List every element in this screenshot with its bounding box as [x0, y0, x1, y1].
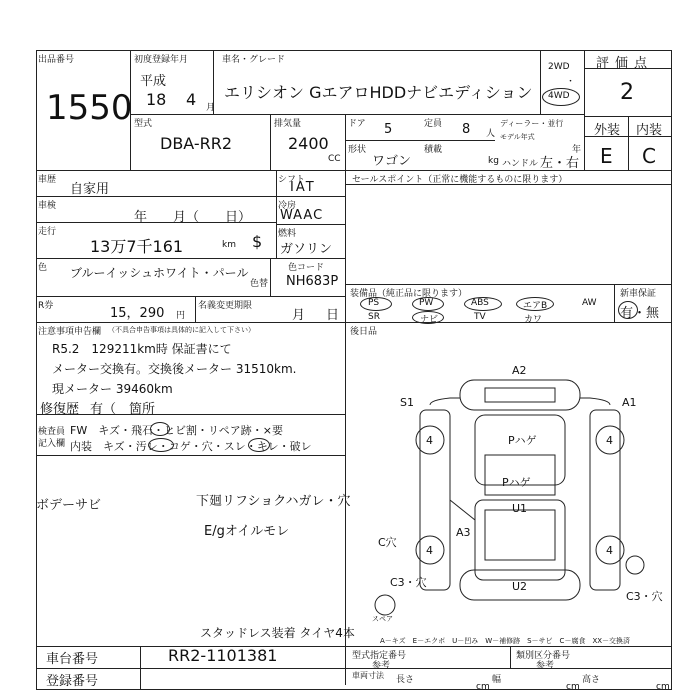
- dims-label: 車両寸法: [352, 671, 384, 680]
- door-label: ドア: [348, 119, 366, 129]
- mark-4d: 4: [606, 544, 613, 557]
- new-car-value: 有・無: [620, 306, 660, 321]
- fuel-value: ガソリン: [280, 242, 333, 257]
- handle-value: 左・右: [540, 156, 580, 171]
- license-month: 月: [292, 308, 306, 323]
- tire-note: スタッドレス装着 タイヤ4本: [200, 626, 355, 640]
- mark-4a: 4: [426, 434, 433, 447]
- class-ref: 参考: [536, 661, 555, 671]
- mark-c3-left: C3・穴: [390, 576, 427, 589]
- equip-sr: SR: [368, 312, 380, 322]
- car-name-label: 車名・グレード: [222, 55, 286, 65]
- inspector-label-2: 記入欄: [38, 439, 66, 449]
- car-condition-diagram: [378, 360, 663, 620]
- recycle-label: R券: [38, 301, 54, 311]
- mark-c: C穴: [378, 536, 397, 549]
- shape-value: ワゴン: [372, 154, 412, 169]
- load-label: 積載: [424, 145, 443, 155]
- history-value: 自家用: [70, 182, 110, 197]
- car-name: エリシオン GエアロHDDナビエディション: [224, 83, 533, 102]
- inspector-label-1: 検査員: [38, 427, 66, 437]
- license-label: 名義変更期限: [198, 301, 253, 311]
- ac-label: 冷房: [278, 201, 297, 211]
- era: 平成: [140, 74, 167, 89]
- capacity-value: 8: [462, 122, 471, 137]
- model-year-unit: 年: [572, 145, 582, 155]
- equip-leather: カワ: [524, 315, 543, 325]
- fuel-label: 燃料: [278, 229, 297, 239]
- cc-unit: CC: [328, 154, 341, 164]
- inspect-row-1: FW キズ・飛石・ヒビ割・リペア跡・×要: [70, 424, 283, 437]
- yen-unit: 円: [176, 311, 186, 321]
- under-note: 下廻リフショクハガレ・穴: [196, 494, 351, 509]
- year: 18: [146, 90, 167, 109]
- type-cert-ref: 参考: [372, 661, 391, 671]
- history-label: 車歴: [38, 175, 57, 185]
- inspection-value: 年 月（ 日）: [134, 210, 252, 225]
- color-label: 色: [38, 263, 48, 273]
- mileage-value: 13万7千161: [90, 237, 184, 256]
- score-value: 2: [620, 80, 634, 105]
- kg-unit: kg: [488, 156, 499, 166]
- width-unit: cm: [566, 682, 580, 692]
- height-unit: cm: [656, 682, 670, 692]
- notes-sub: （不具合申告事項は具体的に記入して下さい）: [108, 326, 255, 334]
- equip-ps: PS: [368, 298, 380, 308]
- oil-note: E/gオイルモレ: [204, 524, 290, 539]
- chassis-value: RR2-1101381: [168, 646, 278, 665]
- color-change-label: 色替: [250, 279, 269, 289]
- width-label: 幅: [492, 675, 502, 685]
- exterior-grade: E: [600, 144, 613, 168]
- registration-label: 登録番号: [46, 674, 99, 689]
- mark-a1: A1: [622, 396, 637, 409]
- class-label: 類別区分番号: [516, 651, 571, 661]
- length-label: 長さ: [396, 675, 415, 685]
- mark-p1: Pハゲ: [508, 434, 537, 447]
- first-reg-label: 初度登録年月: [134, 55, 189, 65]
- drive-4wd: 4WD: [548, 91, 570, 101]
- interior-label: 内装: [636, 123, 663, 138]
- shift-label: シフト: [278, 175, 306, 185]
- mark-4b: 4: [606, 434, 613, 447]
- person-unit: 人: [486, 129, 496, 139]
- height-label: 高さ: [582, 675, 601, 685]
- notes-label: 注意事項申告欄: [38, 327, 102, 337]
- mileage-label: 走行: [38, 227, 57, 237]
- month-unit: 月: [206, 103, 216, 113]
- repair-label: 修復歴: [40, 402, 80, 417]
- equip-abs: ABS: [471, 298, 489, 308]
- equip-navi: ナビ: [420, 315, 439, 325]
- exterior-label: 外装: [594, 123, 621, 138]
- color-code: NH683P: [286, 274, 339, 289]
- spare-label: スペア: [372, 615, 393, 623]
- score-label: 評価点: [596, 56, 654, 71]
- drive-2wd: 2WD: [548, 62, 570, 72]
- door-value: 5: [384, 122, 393, 137]
- mark-4c: 4: [426, 544, 433, 557]
- color-code-title: 色コード: [288, 263, 325, 273]
- mark-a3: A3: [456, 526, 471, 539]
- ac-value: WAAC: [280, 208, 324, 223]
- dealer-label: ディーラー・並行: [500, 119, 564, 128]
- equip-tv: TV: [474, 312, 486, 322]
- equip-airbag: エアB: [523, 301, 548, 311]
- inspection-label: 車検: [38, 201, 57, 211]
- equip-aw: AW: [582, 298, 597, 308]
- interior-grade: C: [642, 144, 656, 168]
- chassis-label: 車台番号: [46, 652, 99, 667]
- mark-c3-right: C3・穴: [626, 590, 663, 603]
- model-label: 型式: [134, 119, 153, 129]
- equip-pw: PW: [419, 298, 434, 308]
- displacement-label: 排気量: [274, 119, 302, 129]
- new-car-label: 新車保証: [620, 289, 657, 299]
- mark-a2: A2: [512, 364, 527, 377]
- body-rust-note: ボデーサビ: [36, 498, 102, 513]
- note-line-1: R5.2 129211km時 保証書にて: [52, 342, 232, 356]
- recycle-value: 15，290: [110, 306, 165, 321]
- model-year-label: モデル年式: [500, 133, 535, 141]
- lot-number: 1550: [46, 88, 133, 128]
- rear-seat-label: 後日品: [350, 327, 378, 337]
- odo-mark: $: [252, 232, 263, 251]
- displacement-value: 2400: [288, 134, 329, 153]
- model-value: DBA-RR2: [160, 134, 233, 153]
- mark-u2: U2: [512, 580, 528, 593]
- handle-label: ハンドル: [502, 159, 539, 169]
- mark-p2: Pハゲ: [502, 476, 531, 489]
- month: 4: [186, 90, 197, 109]
- inspect-row-2: 内装 キズ・汚レ・コゲ・穴・スレ・キレ・破レ: [70, 440, 312, 453]
- mark-s1: S1: [400, 396, 414, 409]
- shift-value: IAT: [290, 180, 316, 195]
- sales-point-label: セールスポイント（正常に機能するものに限ります）: [352, 175, 568, 185]
- color-value: ブルーイッシュホワイト・パール: [70, 266, 249, 280]
- mark-u1: U1: [512, 502, 528, 515]
- note-line-3: 現メーター 39460km: [52, 382, 173, 396]
- capacity-label: 定員: [424, 119, 443, 129]
- shape-label: 形状: [348, 145, 367, 155]
- km-unit: km: [222, 240, 236, 250]
- damage-legend: A－キズ E－エクボ U－凹み W－補修跡 S－サビ C－腐食 XX－交換済: [380, 637, 631, 645]
- lot-label: 出品番号: [38, 55, 75, 65]
- note-line-2: メーター交換有。交換後メーター 31510km.: [52, 362, 297, 376]
- length-unit: cm: [476, 682, 490, 692]
- equipment-label: 装備品（純正品に限ります）: [350, 289, 468, 299]
- type-cert-label: 型式指定番号: [352, 651, 407, 661]
- repair-value: 有（ 箇所: [90, 402, 156, 417]
- license-day: 日: [326, 308, 340, 323]
